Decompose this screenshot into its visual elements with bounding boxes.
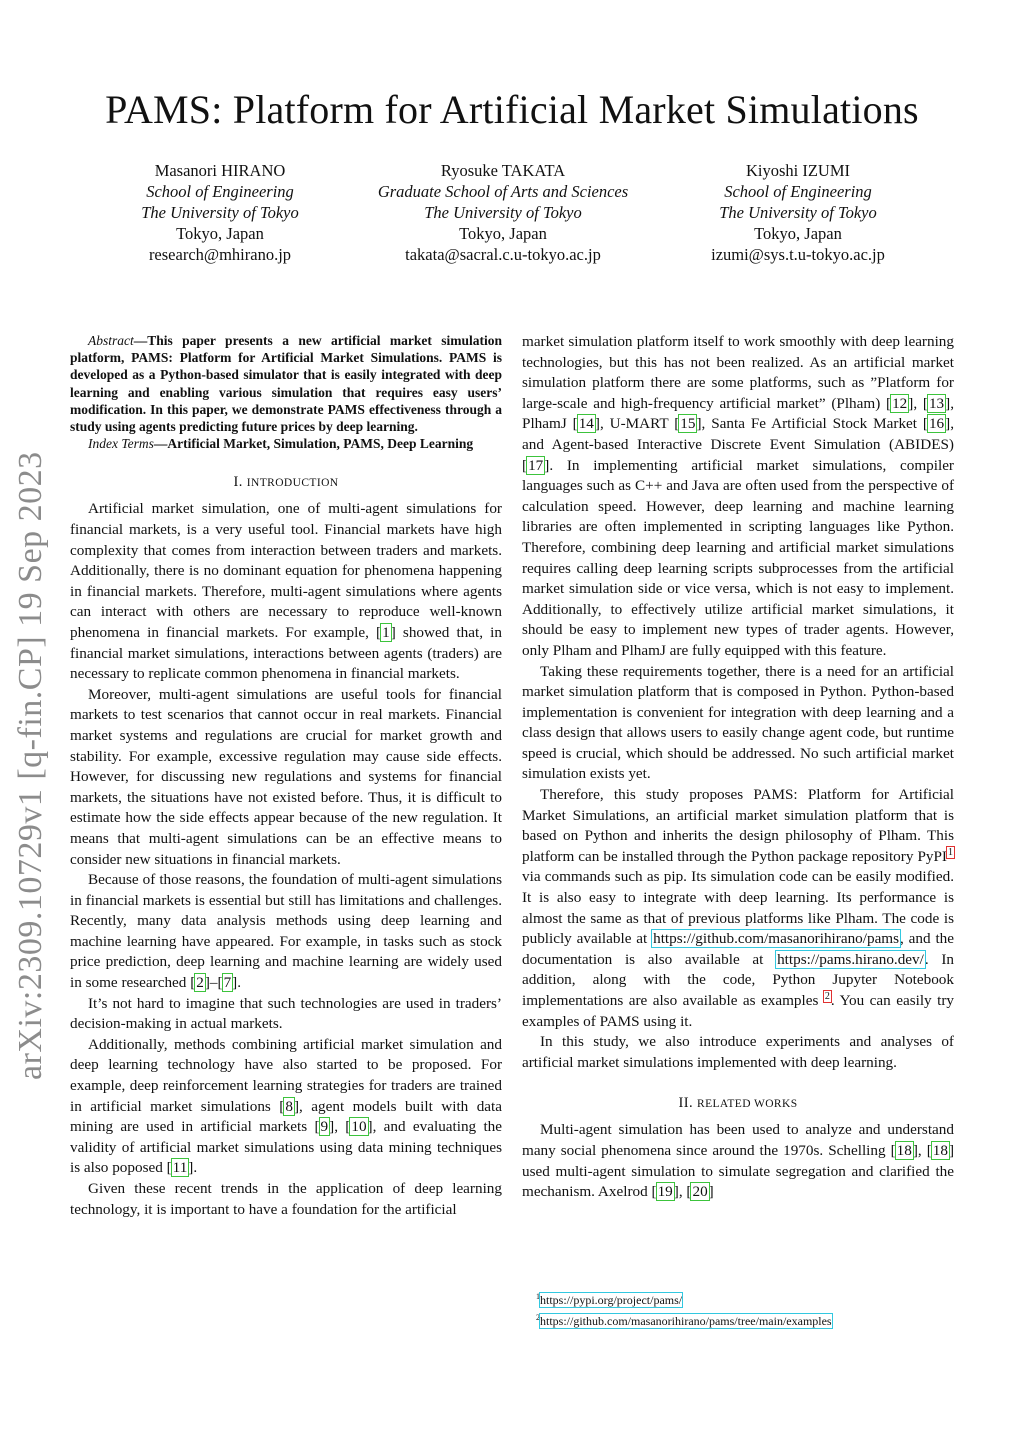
citation-link[interactable]: 1 bbox=[382, 623, 390, 641]
citation-link[interactable]: 7 bbox=[223, 974, 232, 992]
author-dept: School of Engineering bbox=[724, 182, 872, 201]
paragraph: market simulation platform itself to work smoothly with deep learning technologies, but this has not been realized. As an artificial market simulation platform there are some platforms, such as ”Platform for large-scale and high-frequency artificial market” (Plham) [12], [13], PlhamJ [14], U-MART [15], Santa Fe Artificial Stock Market [16], and Agent-based Interactive Discrete Event Simulation (ABIDES) [17]. In implementing artificial market simulations, compiler languages such as C++ and Java are often used from the perspective of calculation speed. However, deep learning and machine learning libraries are often implemented in scripting languages like Python. Therefore, combining deep learning and artificial market simulations requires calling deep learning scripts subprocesses from the artificial market simulation side or vice versa, which is not easy to implement. Additionally, to effectively utilize artificial market simulations, it should be easy to implement new types of trader agents. However, only Plham and PlhamJ are fully equipped with this feature. bbox=[522, 333, 954, 659]
citation-link[interactable]: 20 bbox=[692, 1183, 708, 1201]
section-number: II. bbox=[678, 1095, 693, 1112]
paragraph: In this study, we also introduce experiments and analyses of artificial market simulations implemented with deep learning. bbox=[522, 1033, 954, 1071]
citation-link[interactable]: 14 bbox=[578, 415, 594, 433]
author-name: Ryosuke TAKATA bbox=[440, 161, 566, 180]
paragraph: Because of those reasons, the foundation of multi-agent simulations in financial markets is essential but still has limitations and challenges. Recently, many data analysis methods using deep learning and machine learning have appeared. For example, in tasks such as stock price prediction, deep learning and machine learning are widely used in some researched [2]–[7]. bbox=[70, 871, 502, 992]
section-heading-related-works bbox=[522, 1095, 954, 1112]
author-name: Kiyoshi IZUMI bbox=[745, 161, 851, 180]
footnote-2 bbox=[522, 1309, 954, 1330]
author-block-2 bbox=[353, 160, 653, 265]
author-location: Tokyo, Japan bbox=[459, 224, 547, 243]
section-heading-introduction bbox=[70, 474, 502, 491]
citation-link[interactable]: 15 bbox=[680, 415, 696, 433]
footnote-1 bbox=[522, 1288, 954, 1309]
author-dept: Graduate School of Arts and Sciences bbox=[377, 182, 629, 201]
citation-link[interactable]: 10 bbox=[351, 1118, 367, 1136]
index-terms-text: —Artificial Market, Simulation, PAMS, Deep Learning bbox=[153, 436, 474, 452]
author-dept: School of Engineering bbox=[146, 182, 294, 201]
footnote-number: 1 bbox=[536, 1292, 540, 1301]
author-name: Masanori HIRANO bbox=[154, 161, 286, 180]
author-email: takata@sacral.c.u-tokyo.ac.jp bbox=[405, 245, 601, 264]
citation-link[interactable]: 9 bbox=[320, 1118, 329, 1136]
author-location: Tokyo, Japan bbox=[176, 224, 264, 243]
citation-link[interactable]: 11 bbox=[172, 1159, 188, 1177]
abstract-label: Abstract bbox=[88, 333, 134, 348]
author-email: izumi@sys.t.u-tokyo.ac.jp bbox=[711, 245, 885, 264]
paragraph: Therefore, this study proposes PAMS: Platform for Artificial Market Simulations, an artificial market simulation platform that is based on Python and inherits the design philosophy of Plham. This platform can be installed through the Python package repository PyPI$^1$ via commands such as pip. Its simulation code can be easily modified. It is also easy to integrate with deep learning. Its performance is almost the same as that of previous platforms like Plham. The code is publicly available at https://github.com/masanorihirano/pams, and the documentation is also available at https://pams.hirano.dev/. In addition, along with the code, Python Jupyter Notebook implementations are also available as examples $^2$. You can easily try examples of PAMS using it. bbox=[522, 786, 955, 1030]
paragraph: Taking these requirements together, there is a need for an artificial market simulation platform that is composed in Python. Python-based implementation is convenient for integration with deep learning and a class design that allows users to easily change agent code, but runtime speed is crucial, which should be addressed. No such artificial market simulation exists yet. bbox=[522, 662, 954, 783]
section-number: I. bbox=[233, 474, 243, 491]
footnote-link-pypi[interactable]: https://pypi.org/project/pams/ bbox=[540, 1293, 683, 1307]
footnotes bbox=[522, 1288, 954, 1330]
author-univ: The University of Tokyo bbox=[424, 203, 582, 222]
author-location: Tokyo, Japan bbox=[754, 224, 842, 243]
paper-title: PAMS: Platform for Artificial Market Simulations bbox=[105, 87, 919, 132]
docs-link[interactable]: https://pams.hirano.dev/ bbox=[777, 950, 924, 968]
citation-link[interactable]: 18 bbox=[896, 1141, 912, 1159]
abstract-text: —This paper presents a new artificial market simulation platform, PAMS: Platform for Artificial Market Simulations. PAMS is developed as a Python-based simulator that is easily integrated with deep learning and enabling various simulation that requires easy users’ modification. In this paper, we demonstrate PAMS effectiveness through a study using agents predicting future prices by deep learning. bbox=[70, 333, 502, 435]
author-block-1 bbox=[70, 160, 370, 265]
right-column bbox=[522, 332, 954, 1203]
index-terms-label: Index Terms bbox=[88, 436, 154, 452]
arxiv-identifier: arXiv:2309.10729v1 [q-fin.CP] 19 Sep 2023 bbox=[12, 451, 49, 1080]
citation-link[interactable]: 13 bbox=[928, 394, 945, 412]
author-block-3 bbox=[648, 160, 948, 265]
author-univ: The University of Tokyo bbox=[719, 203, 877, 222]
github-link[interactable]: https://github.com/masanorihirano/pams bbox=[653, 930, 900, 948]
footnote-mark[interactable]: 2 bbox=[824, 990, 830, 1002]
citation-link[interactable]: 12 bbox=[892, 394, 908, 412]
section-title: RELATED WORKS bbox=[697, 1098, 798, 1111]
author-email: research@mhirano.jp bbox=[148, 245, 292, 264]
left-column bbox=[70, 332, 502, 1220]
paragraph: Additionally, methods combining artificial market simulation and deep learning technology have also started to be proposed. For example, deep reinforcement learning strategies for traders are trained in artificial market simulations [8], agent models built with data mining are used in artificial markets [9], [10], and evaluating the validity of artificial market simulations using data mining techniques is also poposed [11]. bbox=[70, 1035, 503, 1177]
footnote-number: 2 bbox=[536, 1313, 540, 1322]
paragraph: Multi-agent simulation has been used to analyze and understand many social phenomena since around the 1970s. Schelling [18], [18] used multi-agent simulation to simulate segregation and clarified the mechanism. Axelrod [19], [20] bbox=[522, 1121, 955, 1201]
citation-link[interactable]: 16 bbox=[928, 415, 945, 433]
footnote-link-examples[interactable]: https://github.com/masanorihirano/pams/tree/main/examples bbox=[540, 1314, 832, 1328]
author-univ: The University of Tokyo bbox=[141, 203, 299, 222]
paragraph: It’s not hard to imagine that such technologies are used in traders’ decision-making in actual markets. bbox=[70, 994, 502, 1033]
citation-link[interactable]: 8 bbox=[285, 1097, 293, 1115]
citation-link[interactable]: 18 bbox=[932, 1141, 948, 1159]
citation-link[interactable]: 2 bbox=[196, 974, 204, 992]
footnote-mark[interactable]: 1 bbox=[948, 846, 953, 858]
paragraph: Moreover, multi-agent simulations are useful tools for financial markets to test scenarios that cannot occur in real markets. Financial market systems and regulations are crucial for market growth and stability. For example, excessive regulation may cause side effects. However, for discussing new regulations and systems for financial markets, the situations have not existed before. Thus, it is difficult to estimate how the side effects appear because of the new regulation. It means that multi-agent simulations can be an effective means to consider new situations in financial markets. bbox=[70, 685, 502, 868]
citation-link[interactable]: 17 bbox=[528, 456, 544, 474]
section-title: INTRODUCTION bbox=[246, 477, 339, 490]
citation-link[interactable]: 19 bbox=[657, 1183, 673, 1201]
paragraph: Artificial market simulation, one of multi-agent simulations for financial markets, is a very useful tool. Financial markets have high complexity that comes from interaction between traders and markets. Additionally, there is no dominant equation for phenomena happening in financial markets. Therefore, multi-agent simulations where agents can interact with others are necessary to reproduce well-known phenomena in financial markets. For example, [1] showed that, in financial market simulations, interactions between agents (traders) are necessary to replicate common phenomena in financial markets. bbox=[70, 500, 502, 683]
abstract bbox=[70, 332, 502, 435]
paragraph: Given these recent trends in the application of deep learning technology, it is important to have a foundation for the artificial bbox=[70, 1180, 502, 1218]
index-terms bbox=[70, 435, 502, 452]
